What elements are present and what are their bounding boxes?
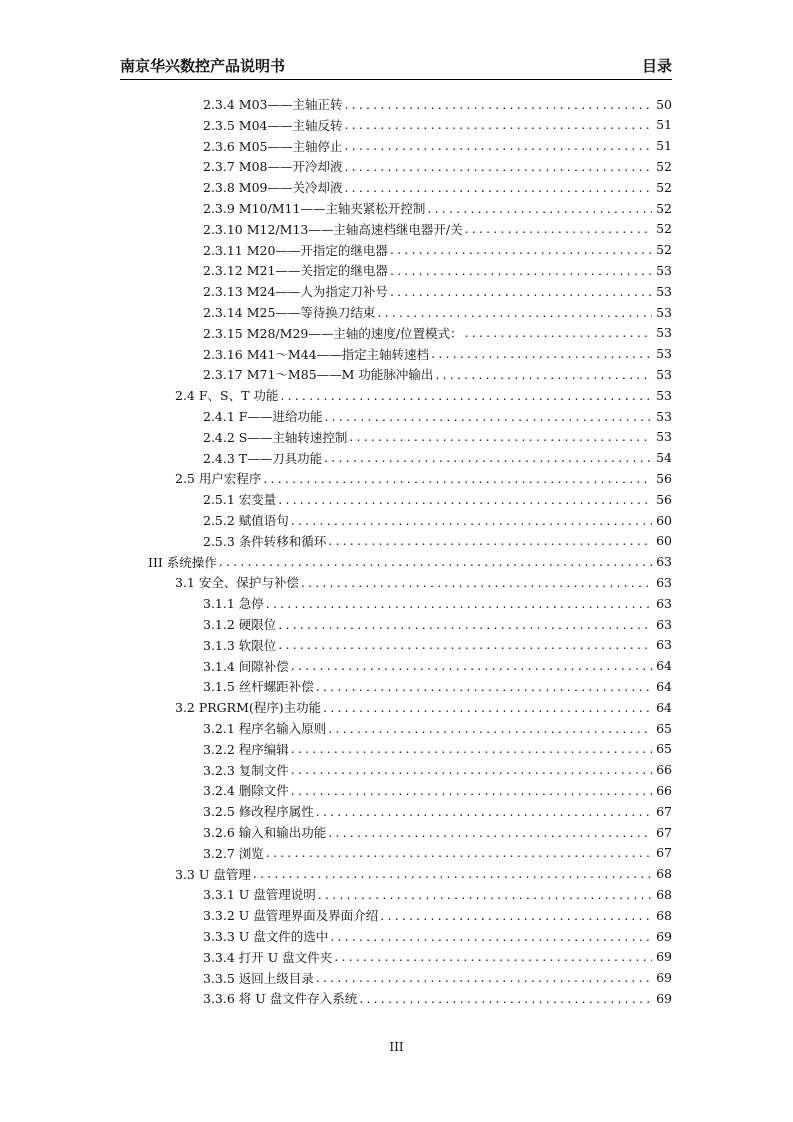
toc-entry-label: 3.1.3 软限位 <box>203 637 277 653</box>
toc-entry-label: 2.5.3 条件转移和循环 <box>203 533 327 549</box>
dot-leader <box>316 970 652 985</box>
toc-entry-page: 64 <box>656 658 672 674</box>
toc-entry[interactable] <box>203 926 672 946</box>
toc-entry-page: 53 <box>656 429 672 445</box>
toc-entry-label: 2.4 F、S、T 功能 <box>175 388 279 404</box>
toc-entry[interactable] <box>203 406 672 426</box>
dot-leader <box>253 866 652 881</box>
toc-entry-page: 60 <box>656 512 672 528</box>
toc-entry-label: 3.1.5 丝杆螺距补偿 <box>203 679 314 695</box>
toc-entry-label: 2.3.14 M25——等待换刀结束 <box>203 305 376 320</box>
dot-leader <box>427 201 652 216</box>
toc-entry[interactable] <box>203 843 672 863</box>
toc-entry[interactable] <box>203 136 672 156</box>
toc-entry-label: 2.3.4 M03——主轴正转 <box>203 97 343 112</box>
toc-entry[interactable] <box>203 489 672 509</box>
toc-entry-label: 3.3 U 盘管理 <box>175 866 251 882</box>
toc-entry-page: 63 <box>656 595 672 611</box>
dot-leader <box>465 325 653 340</box>
toc-entry-page: 50 <box>656 96 672 112</box>
toc-entry-label: 2.3.16 M41～M44——指定主轴转速档 <box>203 346 430 362</box>
toc-entry[interactable] <box>203 94 672 114</box>
toc-entry-label: 2.3.9 M10/M11——主轴夹紧松开控制 <box>203 201 426 216</box>
toc-entry-page: 69 <box>656 970 672 986</box>
toc-entry-page: 51 <box>656 117 672 133</box>
dot-leader <box>380 908 652 923</box>
dot-leader <box>330 929 652 944</box>
toc-entry-label: 3.3.6 将 U 盘文件存入系统 <box>203 991 358 1007</box>
toc-entry-page: 52 <box>656 179 672 195</box>
toc-entry-page: 52 <box>656 200 672 216</box>
toc-entry-page: 56 <box>656 470 672 486</box>
section-title: 目录 <box>641 57 672 75</box>
toc-entry-label: 3.3.5 返回上级目录 <box>203 970 314 986</box>
toc-entry[interactable] <box>148 552 672 572</box>
dot-leader <box>344 138 652 153</box>
toc-entry[interactable] <box>203 656 672 676</box>
dot-leader <box>344 97 652 112</box>
toc-entry[interactable] <box>203 427 672 447</box>
toc-entry[interactable] <box>203 219 672 239</box>
toc-entry-page: 65 <box>656 720 672 736</box>
toc-entry[interactable] <box>203 198 672 218</box>
toc-entry-page: 53 <box>656 387 672 403</box>
dot-leader <box>390 263 652 278</box>
dot-leader <box>390 242 652 257</box>
toc-entry[interactable] <box>203 884 672 904</box>
toc-entry-label: 3.2.4 删除文件 <box>203 783 289 799</box>
dot-leader <box>278 492 652 507</box>
toc-entry[interactable] <box>203 115 672 135</box>
dot-leader <box>328 825 652 840</box>
dot-leader <box>431 346 652 361</box>
toc-entry-label: 2.4.2 S——主轴转速控制 <box>203 429 348 445</box>
toc-entry-page: 63 <box>656 554 672 570</box>
toc-entry-page: 60 <box>656 533 672 549</box>
toc-entry-page: 69 <box>656 928 672 944</box>
toc-entry[interactable] <box>203 614 672 634</box>
dot-leader <box>328 721 652 736</box>
toc-entry[interactable] <box>203 635 672 655</box>
toc-entry-page: 67 <box>656 803 672 819</box>
toc-entry[interactable] <box>203 780 672 800</box>
toc-entry[interactable] <box>203 968 672 988</box>
toc-entry-label: 2.3.11 M20——开指定的继电器 <box>203 242 388 258</box>
toc-entry-page: 51 <box>656 138 672 154</box>
toc-entry-label: 2.4.1 F——进给功能 <box>203 409 323 424</box>
toc-entry-page: 64 <box>656 699 672 715</box>
dot-leader <box>291 513 652 528</box>
toc-entry-page: 53 <box>656 325 672 341</box>
toc-entry[interactable] <box>203 364 672 384</box>
toc-entry-label: 2.3.17 M71～M85——M 功能脉冲输出 <box>203 367 434 383</box>
toc-entry-label: 2.3.8 M09——关冷却液 <box>203 180 343 196</box>
toc-entry-label: 2.5 用户宏程序 <box>175 471 262 487</box>
page-number: III <box>389 1040 404 1054</box>
toc-entry-page: 53 <box>656 283 672 299</box>
toc-entry[interactable] <box>175 864 672 884</box>
toc-entry-label: 3.2.1 程序名输入原则 <box>203 721 327 736</box>
toc-entry[interactable] <box>203 947 672 967</box>
dot-leader <box>266 845 652 860</box>
toc-entry[interactable] <box>175 468 672 488</box>
toc-entry-label: 3.2.2 程序编辑 <box>203 741 289 757</box>
dot-leader <box>324 450 652 465</box>
dot-leader <box>316 679 652 694</box>
dot-leader <box>435 367 652 382</box>
toc-entry[interactable] <box>203 760 672 780</box>
toc-entry-page: 52 <box>656 158 672 174</box>
toc-entry[interactable] <box>203 988 672 1008</box>
toc-entry-label: 3.1 安全、保护与补偿 <box>175 575 299 591</box>
toc-entry-label: 3.2.6 输入和输出功能 <box>203 825 327 840</box>
dot-leader <box>377 305 652 320</box>
toc-entry-page: 53 <box>656 304 672 320</box>
toc-entry-page: 63 <box>656 574 672 590</box>
dot-leader <box>359 991 652 1006</box>
dot-leader <box>291 762 652 777</box>
dot-leader <box>316 804 652 819</box>
toc-entry-label: 2.3.12 M21——关指定的继电器 <box>203 263 388 279</box>
dot-leader <box>278 617 652 632</box>
toc-entry-page: 53 <box>656 408 672 424</box>
toc-entry-label: 2.3.10 M12/M13——主轴高速档继电器开/关 <box>203 221 463 237</box>
toc-entry-label: 3.2.5 修改程序属性 <box>203 804 314 820</box>
dot-leader <box>334 949 652 964</box>
toc-entry[interactable] <box>203 676 672 696</box>
toc-entry-label: 3.1.4 间隙补偿 <box>203 658 289 674</box>
toc-entry[interactable] <box>203 905 672 925</box>
toc-entry-label: 2.5.1 宏变量 <box>203 492 277 508</box>
toc-entry-label: 3.3.2 U 盘管理界面及界面介绍 <box>203 908 379 924</box>
toc-entry-label: 2.3.5 M04——主轴反转 <box>203 117 343 133</box>
toc-entry[interactable] <box>203 177 672 197</box>
toc-entry-label: 3.2 PRGRM(程序)主功能 <box>175 700 322 716</box>
toc-entry[interactable] <box>203 531 672 551</box>
dot-leader <box>349 429 652 444</box>
dot-leader <box>219 554 652 569</box>
dot-leader <box>280 388 652 403</box>
dot-leader <box>291 783 652 798</box>
toc-entry-page: 53 <box>656 262 672 278</box>
toc-entry-page: 54 <box>656 450 672 466</box>
dot-leader <box>263 471 652 486</box>
toc-entry-label: III 系统操作 <box>148 554 217 570</box>
toc-entry[interactable] <box>203 323 672 343</box>
toc-entry-page: 53 <box>656 366 672 382</box>
toc-entry[interactable] <box>175 572 672 592</box>
toc-entry[interactable] <box>203 448 672 468</box>
toc-entry-label: 2.3.15 M28/M29——主轴的速度/位置模式： <box>203 325 463 341</box>
dot-leader <box>301 575 652 590</box>
toc-entry[interactable] <box>203 344 672 364</box>
toc-entry-label: 3.2.3 复制文件 <box>203 762 289 778</box>
document-title: 南京华兴数控产品说明书 <box>120 57 286 75</box>
toc-entry-page: 68 <box>656 866 672 882</box>
dot-leader <box>328 533 652 548</box>
toc-entry-page: 56 <box>656 491 672 507</box>
toc-entry-label: 3.3.3 U 盘文件的选中 <box>203 929 329 944</box>
toc-entry-page: 68 <box>656 886 672 902</box>
toc-entry[interactable] <box>203 156 672 176</box>
toc-entry-label: 3.3.1 U 盘管理说明 <box>203 887 316 903</box>
toc-entry[interactable] <box>203 302 672 322</box>
dot-leader <box>465 221 653 236</box>
dot-leader <box>344 180 652 195</box>
dot-leader <box>324 409 652 424</box>
toc-entry[interactable] <box>203 240 672 260</box>
toc-entry[interactable] <box>175 697 672 717</box>
dot-leader <box>278 637 652 652</box>
toc-entry-page: 68 <box>656 907 672 923</box>
toc-entry[interactable] <box>203 510 672 530</box>
toc-entry-label: 3.3.4 打开 U 盘文件夹 <box>203 949 333 965</box>
toc-entry-page: 52 <box>656 242 672 258</box>
toc-entry[interactable] <box>203 593 672 613</box>
toc-entry[interactable] <box>203 801 672 821</box>
toc-entry-label: 3.1.1 急停 <box>203 596 264 612</box>
dot-leader <box>291 741 652 756</box>
toc-entry-page: 67 <box>656 824 672 840</box>
toc-entry-page: 64 <box>656 678 672 694</box>
toc-entry[interactable] <box>203 718 672 738</box>
toc-entry-label: 2.5.2 赋值语句 <box>203 513 289 528</box>
toc-entry[interactable] <box>203 822 672 842</box>
toc-entry-page: 69 <box>656 949 672 965</box>
toc-entry[interactable] <box>203 281 672 301</box>
toc-entry-label: 2.3.7 M08——开冷却液 <box>203 159 343 175</box>
dot-leader <box>344 159 652 174</box>
toc-entry-label: 2.3.6 M05——主轴停止 <box>203 138 343 154</box>
toc-entry[interactable] <box>203 260 672 280</box>
toc-entry-label: 2.4.3 T——刀具功能 <box>203 450 323 466</box>
toc-entry-page: 66 <box>656 762 672 778</box>
toc-entry-page: 63 <box>656 637 672 653</box>
toc-entry-page: 66 <box>656 782 672 798</box>
toc-entry-page: 53 <box>656 346 672 362</box>
toc-entry-page: 52 <box>656 221 672 237</box>
dot-leader <box>291 658 652 673</box>
toc-entry[interactable] <box>175 385 672 405</box>
dot-leader <box>323 700 652 715</box>
toc-entry-label: 3.1.2 硬限位 <box>203 617 277 632</box>
dot-leader <box>390 284 652 299</box>
toc-entry-page: 63 <box>656 616 672 632</box>
toc-entry-page: 67 <box>656 845 672 861</box>
dot-leader <box>318 887 652 902</box>
toc-entry-page: 69 <box>656 990 672 1006</box>
toc-entry-label: 3.2.7 浏览 <box>203 845 264 861</box>
dot-leader <box>344 117 652 132</box>
toc-entry-label: 2.3.13 M24——人为指定刀补号 <box>203 284 388 300</box>
toc-entry-page: 65 <box>656 741 672 757</box>
dot-leader <box>266 596 652 611</box>
toc-entry[interactable] <box>203 739 672 759</box>
page-header <box>120 56 672 80</box>
